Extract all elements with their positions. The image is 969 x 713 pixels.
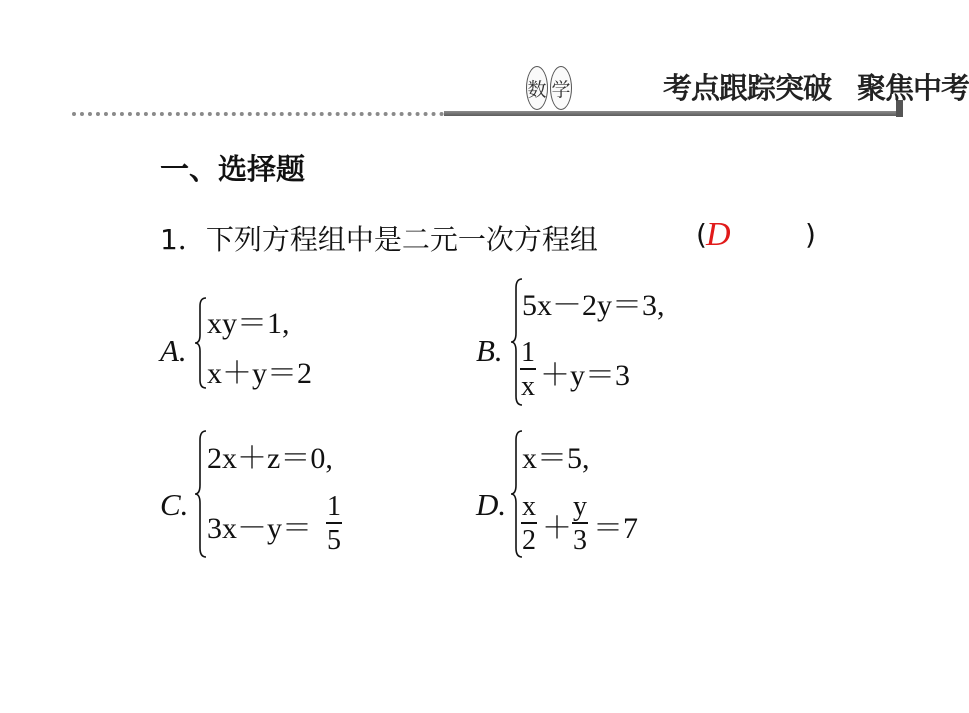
option-a-brace	[194, 297, 208, 389]
option-b-frac-numerator: 1	[521, 337, 535, 368]
subject-char-2: 学	[550, 66, 572, 110]
option-c-frac-numerator: 1	[327, 491, 341, 522]
option-d[interactable]	[476, 430, 716, 562]
option-d-frac2-numerator: y	[573, 491, 587, 522]
banner-left-text: 考点跟踪突破	[663, 71, 832, 105]
option-a-label: A.	[160, 333, 187, 368]
option-b[interactable]	[476, 278, 736, 410]
option-c[interactable]	[160, 430, 400, 562]
banner-right-text: 聚焦中考	[857, 71, 969, 105]
option-b-equation-1: 5x－2y＝3,	[522, 289, 665, 322]
header-dotted-rule	[72, 112, 444, 116]
slide-header	[0, 0, 969, 130]
option-d-equation-1: x＝5,	[522, 442, 590, 475]
option-c-brace	[194, 430, 208, 558]
answer-letter: D	[706, 216, 731, 253]
section-title: 一、选择题	[160, 152, 306, 186]
option-a[interactable]	[160, 295, 380, 395]
option-d-fraction-2	[572, 492, 588, 556]
option-c-frac-denominator: 5	[327, 525, 341, 557]
option-a-equation-2: x＋y＝2	[207, 357, 312, 390]
option-b-frac-bar	[520, 368, 536, 370]
option-d-label: D.	[476, 487, 507, 522]
header-banner	[663, 66, 969, 107]
option-c-equation-2-left: 3x－y＝	[207, 512, 312, 545]
option-d-frac2-bar	[572, 522, 588, 524]
option-c-equation-1: 2x＋z＝0,	[207, 442, 333, 475]
subject-char-1: 数	[526, 66, 548, 110]
option-d-frac1-bar	[521, 522, 537, 524]
question-1	[160, 218, 840, 258]
option-d-plus: ＋	[542, 512, 572, 545]
option-d-equation-2-rest: ＝7	[593, 512, 638, 545]
question-text: 1．下列方程组中是二元一次方程组	[160, 223, 598, 256]
option-c-label: C.	[160, 487, 189, 522]
option-b-fraction	[520, 338, 536, 402]
option-b-frac-denominator: x	[521, 371, 535, 403]
option-d-frac1-numerator: x	[522, 491, 536, 522]
answer-paren-open: (	[696, 218, 707, 251]
header-solid-rule	[444, 111, 902, 116]
option-d-frac2-denominator: 3	[573, 525, 587, 557]
answer-paren-close: )	[805, 218, 816, 251]
option-d-frac1-denominator: 2	[522, 525, 536, 557]
option-c-frac-bar	[326, 522, 342, 524]
option-d-fraction-1	[521, 492, 537, 556]
option-c-fraction	[326, 492, 342, 556]
option-b-equation-2-rest: ＋y＝3	[540, 359, 630, 392]
option-a-equation-1: xy＝1,	[207, 307, 290, 340]
option-b-label: B.	[476, 333, 503, 368]
